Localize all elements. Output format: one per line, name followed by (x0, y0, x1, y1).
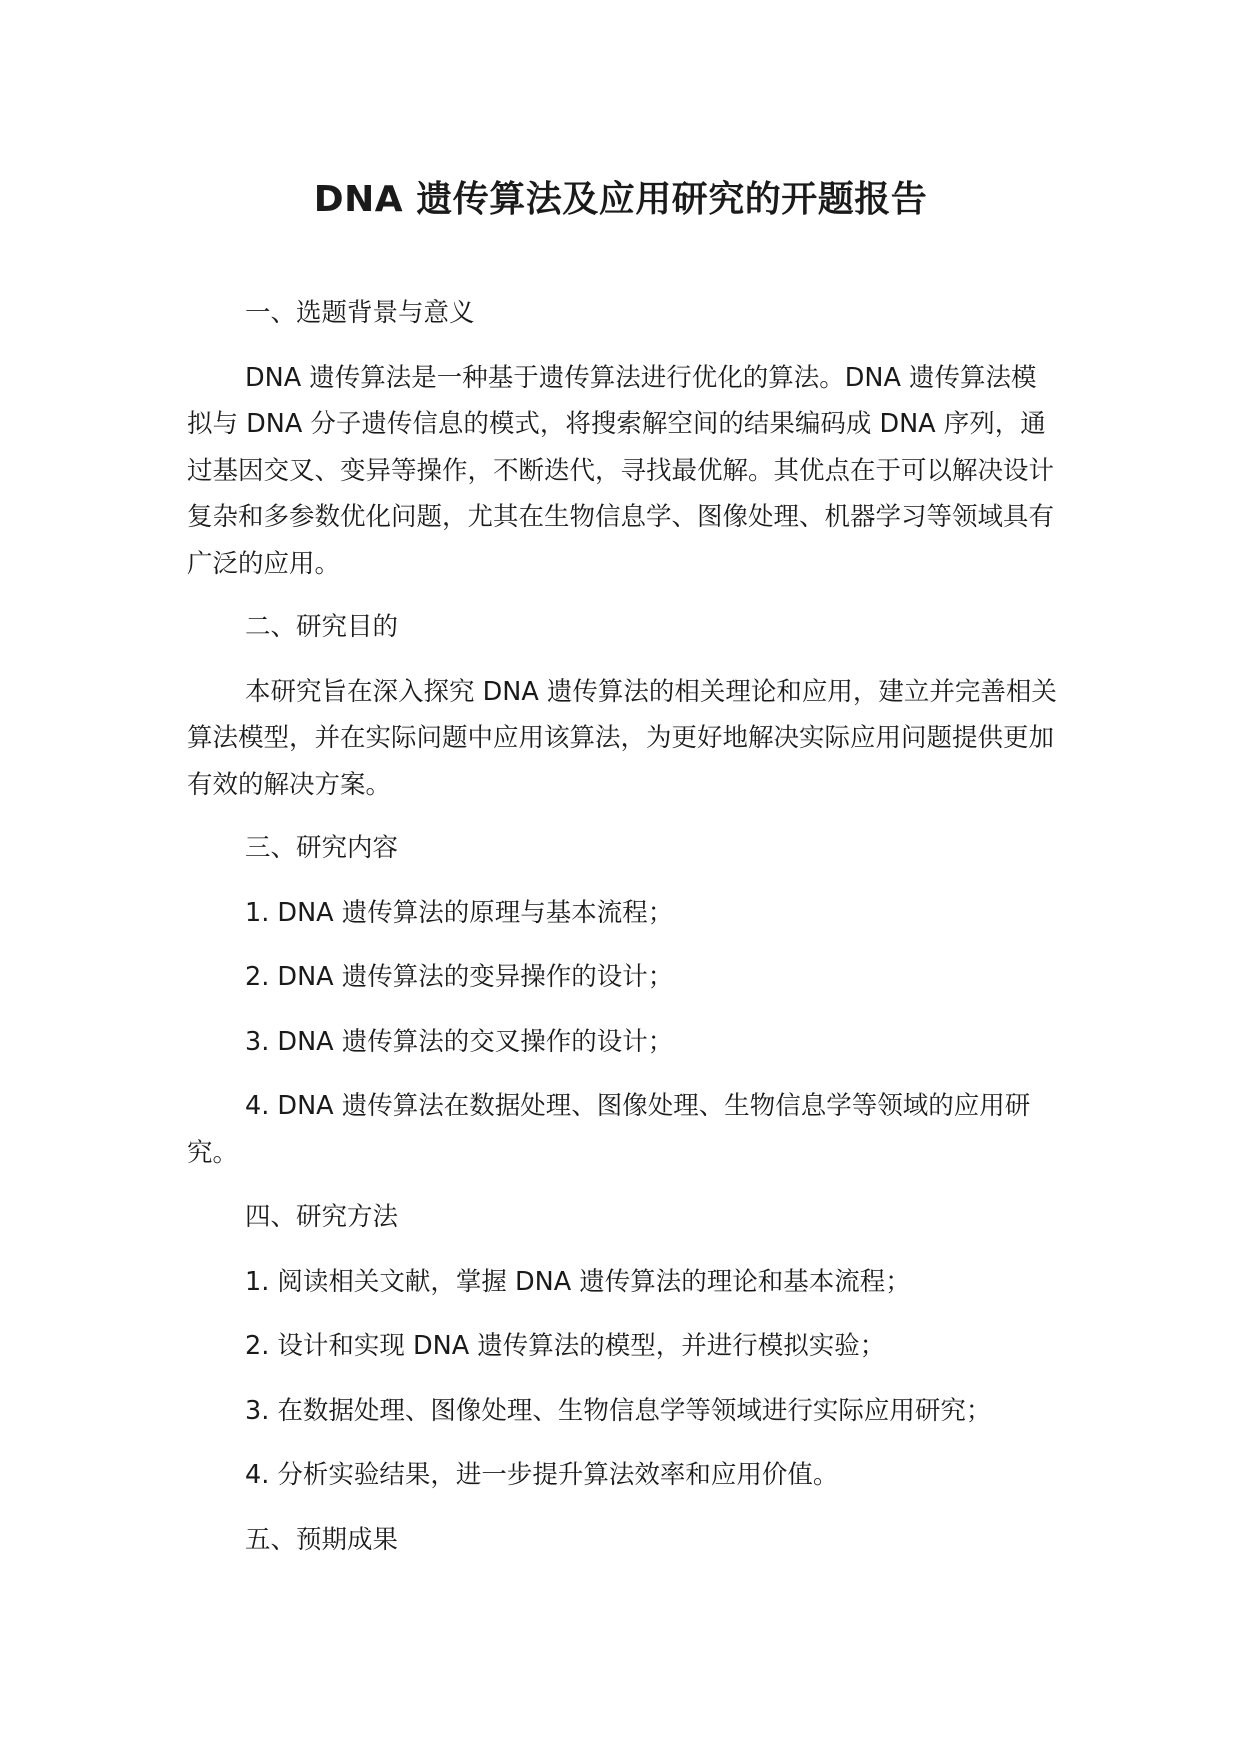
method-item-3: 3. 在数据处理、图像处理、生物信息学等领域进行实际应用研究； (245, 1395, 992, 1426)
content-item-4: 4. DNA 遗传算法在数据处理、图像处理、生物信息学等领域的应用研究。 (187, 1091, 1031, 1168)
paragraph-background: DNA 遗传算法是一种基于遗传算法进行优化的算法。DNA 遗传算法模拟与 DNA 分子遗传信息的模式，将搜索解空间的结果编码成 DNA 序列，通过基因交叉、变异等操作，不断迭代，寻找最优解。其优点在于可以解决设计复杂和多参数优化问题，尤其在生物信息学、图像处理、机器学习等领域具有广泛的应用。 (187, 362, 1055, 579)
section-heading-background: 一、选题背景与意义 (245, 298, 475, 328)
content-item-1: 1. DNA 遗传算法的原理与基本流程； (245, 897, 674, 928)
section-heading-method: 四、研究方法 (245, 1202, 399, 1232)
method-item-4: 4. 分析实验结果，进一步提升算法效率和应用价值。 (245, 1460, 839, 1490)
content-item-3: 3. DNA 遗传算法的交叉操作的设计； (245, 1026, 674, 1057)
document-body (187, 290, 1057, 1581)
document-title: DNA 遗传算法及应用研究的开题报告 (313, 179, 928, 220)
method-item-1: 1. 阅读相关文献，掌握 DNA 遗传算法的理论和基本流程； (245, 1266, 911, 1297)
section-heading-content: 三、研究内容 (245, 833, 399, 863)
section-heading-purpose: 二、研究目的 (245, 612, 399, 642)
method-item-2: 2. 设计和实现 DNA 遗传算法的模型，并进行模拟实验； (245, 1331, 886, 1361)
paragraph-purpose: 本研究旨在深入探究 DNA 遗传算法的相关理论和应用，建立并完善相关算法模型，并在实际问题中应用该算法，为更好地解决实际应用问题提供更加有效的解决方案。 (187, 676, 1057, 800)
content-item-2: 2. DNA 遗传算法的变异操作的设计； (245, 962, 674, 992)
section-heading-results: 五、预期成果 (245, 1524, 399, 1555)
